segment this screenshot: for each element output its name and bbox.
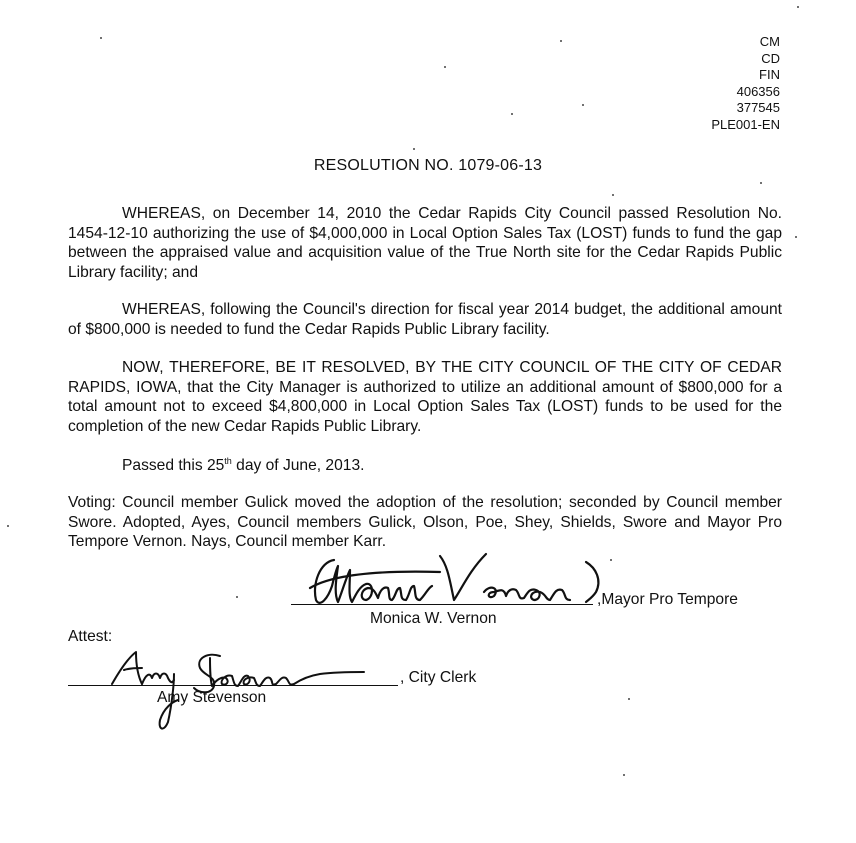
resolution-title: RESOLUTION NO. 1079-06-13 — [313, 157, 543, 174]
resolved-paragraph — [68, 358, 782, 436]
scan-speck — [610, 559, 612, 561]
scan-speck — [236, 596, 238, 598]
paragraph-text: WHEREAS, following the Council's direction for fiscal year 2014 budget, the additional amount of $800,000 is needed to fund the Cedar Rapids Public Library facility. — [68, 301, 782, 338]
whereas-paragraph-1 — [68, 204, 782, 282]
clerk-printed-name: Amy Stevenson — [157, 689, 267, 706]
scan-speck — [612, 194, 614, 196]
scan-speck — [511, 113, 513, 115]
scan-speck — [100, 37, 102, 39]
routing-code: PLE001-EN — [711, 116, 780, 132]
attest-label: Attest: — [68, 628, 113, 645]
passed-suffix: day of June, 2013. — [231, 457, 365, 474]
mayor-title: ,Mayor Pro Tempore — [597, 591, 738, 608]
whereas-paragraph-2 — [68, 300, 782, 339]
paragraph-text: WHEREAS, on December 14, 2010 the Cedar Rapids City Council passed Resolution No. 1454-12-10 authorizing the use of $4,000,000 in Local Option Sales Tax (LOST) funds to fund the gap between the appraised value and acquisition value of the True North site for the Cedar Rapids Public Library facility; and — [68, 205, 782, 281]
passed-date — [68, 456, 782, 476]
mayor-printed-name: Monica W. Vernon — [370, 610, 497, 627]
scan-speck — [444, 66, 446, 68]
routing-code: 406356 — [736, 83, 780, 99]
routing-code: FIN — [759, 67, 780, 82]
clerk-title: , City Clerk — [400, 669, 477, 686]
routing-code: 377545 — [736, 100, 780, 115]
scan-speck — [628, 698, 630, 700]
scan-speck — [582, 104, 584, 106]
mayor-signature — [290, 548, 620, 610]
routing-code: CM — [759, 34, 780, 49]
scan-speck — [795, 236, 797, 238]
scan-speck — [413, 148, 415, 150]
routing-codes — [711, 34, 780, 133]
clerk-signature-line — [68, 685, 398, 686]
scan-speck — [797, 6, 799, 8]
scan-speck — [623, 774, 625, 776]
passed-prefix: Passed this 25 — [122, 457, 225, 474]
paragraph-text: NOW, THEREFORE, BE IT RESOLVED, BY THE CITY COUNCIL OF THE CITY OF CEDAR RAPIDS, IOWA, that the City Manager is authorized to utilize an additional amount of $800,000 for a total amount not to exceed $4,800,000 in Local Option Sales Tax (LOST) funds to be used for the completion of the new Cedar Rapids Public Library. — [68, 359, 782, 435]
scan-speck — [560, 40, 562, 42]
routing-code: CD — [761, 50, 780, 66]
scan-speck — [7, 525, 9, 527]
mayor-signature-line — [291, 604, 593, 605]
voting-paragraph: Voting: Council member Gulick moved the adoption of the resolution; seconded by Council member Swore. Adopted, Ayes, Council members Gulick, Olson, Poe, Shey, Shields, Swore and Mayor Pro Tempore Vernon. Nays, Council member Karr. — [68, 494, 782, 550]
passed-ordinal: th — [224, 455, 232, 466]
scan-speck — [760, 182, 762, 184]
